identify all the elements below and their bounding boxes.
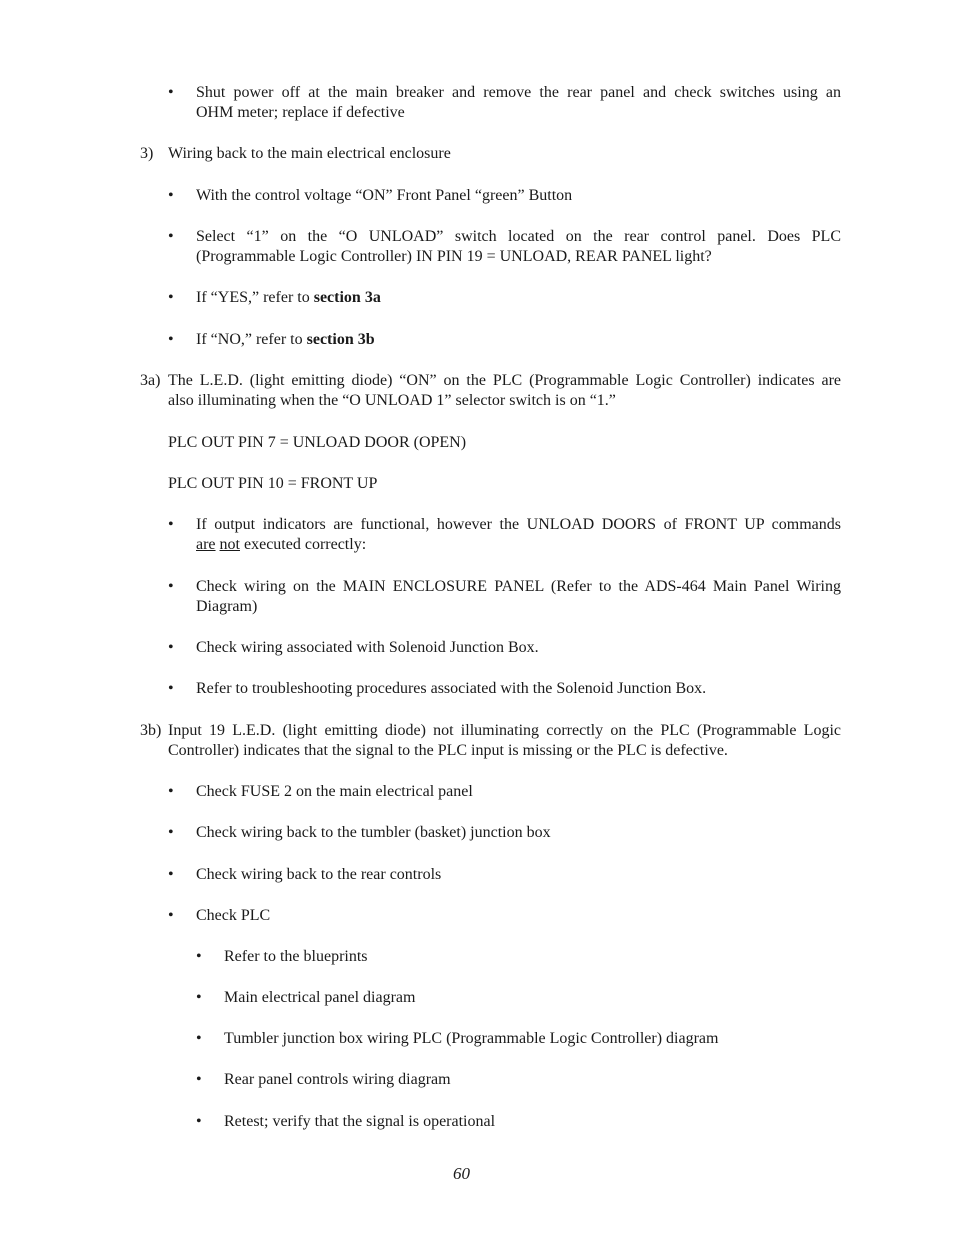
bullet-icon: •: [196, 1113, 202, 1130]
bullet-icon: •: [196, 1071, 202, 1088]
bullet-text-prefix: If “NO,” refer to: [196, 331, 307, 348]
pin-definition: PLC OUT PIN 10 = FRONT UP: [168, 475, 378, 492]
bullet-text-line: (Programmable Logic Controller) IN PIN 19 = UNLOAD, REAR PANEL light?: [196, 248, 712, 265]
bullet-text-line: If output indicators are functional, however the UNLOAD DOORS of FRONT UP commands: [196, 516, 841, 533]
sub-bullet-text: Refer to the blueprints: [224, 948, 368, 965]
bullet-text-line: [196, 535, 366, 555]
underlined-word: are: [196, 536, 216, 553]
sub-bullet-text: Rear panel controls wiring diagram: [224, 1071, 451, 1088]
bullet-text: Check FUSE 2 on the main electrical panel: [196, 783, 473, 800]
bullet-icon: •: [168, 680, 174, 697]
sub-bullet-text: Tumbler junction box wiring PLC (Programmable Logic Controller) diagram: [224, 1030, 719, 1047]
section-number: 3a): [140, 372, 161, 389]
section-reference: section 3b: [306, 331, 375, 348]
bullet-icon: •: [168, 783, 174, 800]
bullet-text-line: OHM meter; replace if defective: [196, 104, 405, 121]
bullet-text: [196, 288, 381, 308]
bullet-icon: •: [168, 824, 174, 841]
underlined-word: not: [219, 536, 240, 553]
section-reference: section 3a: [313, 289, 381, 306]
bullet-text-line: Check wiring on the MAIN ENCLOSURE PANEL (Refer to the ADS-464 Main Panel Wiring: [196, 578, 841, 595]
section-heading: Wiring back to the main electrical enclosure: [168, 145, 451, 162]
bullet-text: With the control voltage “ON” Front Panel “green” Button: [196, 187, 573, 204]
section-number: 3): [140, 145, 154, 162]
sub-bullet-text: Main electrical panel diagram: [224, 989, 416, 1006]
bullet-icon: •: [168, 331, 174, 348]
bullet-text: Refer to troubleshooting procedures associated with the Solenoid Junction Box.: [196, 680, 707, 697]
bullet-text-prefix: If “YES,” refer to: [196, 289, 314, 306]
pin-definition: PLC OUT PIN 7 = UNLOAD DOOR (OPEN): [168, 434, 467, 451]
bullet-icon: •: [168, 516, 174, 533]
bullet-text: Check wiring back to the tumbler (basket) junction box: [196, 824, 551, 841]
bullet-text: Check wiring back to the rear controls: [196, 866, 442, 883]
bullet-icon: •: [196, 948, 202, 965]
bullet-icon: •: [196, 989, 202, 1006]
bullet-icon: •: [168, 866, 174, 883]
bullet-icon: •: [196, 1030, 202, 1047]
bullet-text-line: Shut power off at the main breaker and remove the rear panel and check switches using an: [196, 84, 841, 101]
bullet-icon: •: [168, 228, 174, 245]
bullet-text-line: Select “1” on the “O UNLOAD” switch located on the rear control panel. Does PLC: [196, 228, 841, 245]
bullet-icon: •: [168, 578, 174, 595]
bullet-icon: •: [168, 84, 174, 101]
section-text-line: Controller) indicates that the signal to the PLC input is missing or the PLC is defective.: [168, 742, 728, 759]
section-text-line: The L.E.D. (light emitting diode) “ON” on the PLC (Programmable Logic Controller) indicates are: [168, 372, 841, 389]
section-text-line: Input 19 L.E.D. (light emitting diode) not illuminating correctly on the PLC (Programmable Logic: [168, 722, 841, 739]
bullet-icon: •: [168, 907, 174, 924]
bullet-icon: •: [168, 187, 174, 204]
bullet-text: [196, 330, 375, 350]
section-number: 3b): [140, 722, 162, 739]
bullet-icon: •: [168, 639, 174, 656]
bullet-text: Check wiring associated with Solenoid Junction Box.: [196, 639, 539, 656]
sub-bullet-text: Retest; verify that the signal is operational: [224, 1113, 496, 1130]
section-text-line: also illuminating when the “O UNLOAD 1” selector switch is on “1.”: [168, 392, 616, 409]
bullet-text-line: Diagram): [196, 598, 258, 615]
page-number: 60: [453, 1164, 470, 1183]
bullet-icon: •: [168, 289, 174, 306]
bullet-text: Check PLC: [196, 907, 271, 924]
bullet-text-rest: executed correctly:: [239, 536, 367, 553]
